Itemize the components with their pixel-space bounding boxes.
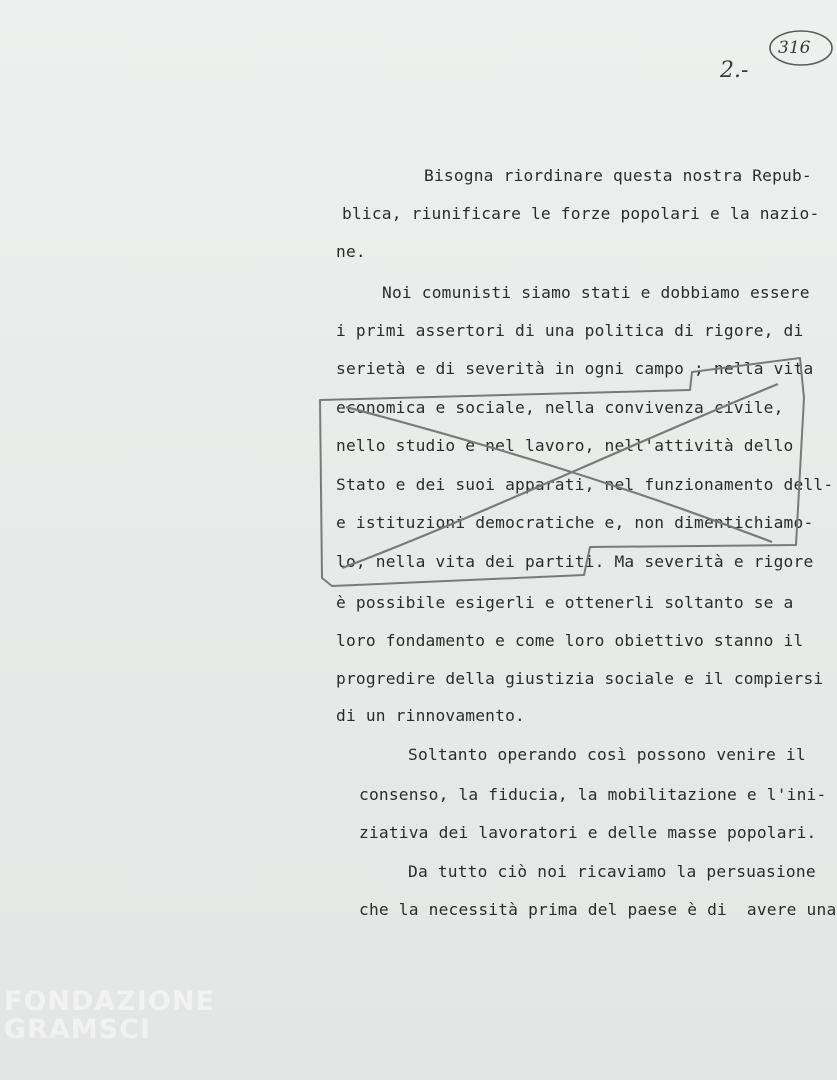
text-line: ne. bbox=[336, 242, 366, 261]
text-line: loro fondamento e come loro obiettivo stanno il bbox=[336, 631, 804, 650]
text-line: consenso, la fiducia, la mobilitazione e l'ini- bbox=[359, 785, 827, 804]
archive-watermark bbox=[4, 988, 215, 1044]
deletion-stroke-down bbox=[346, 407, 772, 542]
folio-number: 316 bbox=[778, 38, 811, 58]
folio-circle bbox=[770, 31, 832, 65]
text-line: Da tutto ciò noi ricaviamo la persuasione bbox=[408, 862, 816, 881]
text-line: ziativa dei lavoratori e delle masse popolari. bbox=[359, 823, 817, 842]
deletion-box bbox=[320, 358, 804, 586]
text-line: che la necessità prima del paese è di avere una bbox=[359, 900, 837, 919]
text-line: Noi comunisti siamo stati e dobbiamo essere bbox=[382, 283, 810, 302]
text-line: è possibile esigerli e ottenerli soltanto se a bbox=[336, 593, 794, 612]
handwritten-page-number: 2.- bbox=[720, 58, 749, 83]
text-line: e istituzioni democratiche e, non dimentichiamo- bbox=[336, 513, 814, 532]
watermark-line-2: GRAMSCI bbox=[4, 1014, 152, 1045]
text-line: Bisogna riordinare questa nostra Repub- bbox=[424, 166, 812, 185]
text-line: Soltanto operando così possono venire il bbox=[408, 745, 806, 764]
watermark-line-1: FONDAZIONE bbox=[4, 986, 215, 1017]
deletion-stroke-up bbox=[342, 384, 778, 568]
text-line: i primi assertori di una politica di rigore, di bbox=[336, 321, 804, 340]
text-line: nello studio e nel lavoro, nell'attività dello bbox=[336, 436, 794, 455]
text-line: economica e sociale, nella convivenza civile, bbox=[336, 398, 784, 417]
text-line: lo, nella vita dei partiti. Ma severità e rigore bbox=[336, 552, 814, 571]
text-line: progredire della giustizia sociale e il compiersi bbox=[336, 669, 824, 688]
text-line: di un rinnovamento. bbox=[336, 706, 525, 725]
text-line: blica, riunificare le forze popolari e la nazio- bbox=[342, 204, 820, 223]
text-line: serietà e di severità in ogni campo ; nella vita bbox=[336, 359, 814, 378]
text-line: Stato e dei suoi apparati, nel funzionamento dell- bbox=[336, 475, 834, 494]
